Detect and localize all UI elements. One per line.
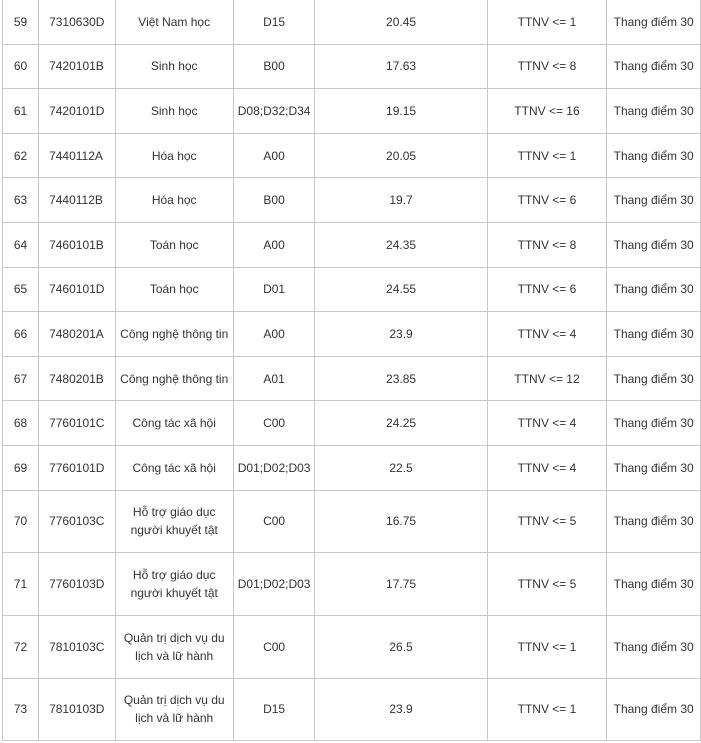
row-number-cell: 70 [3,490,39,552]
major-name-cell: Hỗ trợ giáo dục người khuyết tật [115,490,233,552]
major-name-cell: Quản trị dịch vụ du lịch và lữ hành [115,615,233,678]
major-name-cell: Việt Nam học [115,0,233,44]
condition-cell: TTNV <= 1 [487,615,607,678]
score-cell: 19.15 [315,89,487,134]
major-code-cell: 7810103D [39,678,116,740]
condition-cell: TTNV <= 1 [487,0,607,44]
condition-cell: TTNV <= 1 [487,678,607,740]
major-name-cell: Công tác xã hội [115,445,233,490]
major-name-cell: Hóa học [115,133,233,178]
score-cell: 20.05 [315,133,487,178]
condition-cell: TTNV <= 12 [487,356,607,401]
subject-combination-cell: A00 [233,133,315,178]
row-number-cell: 67 [3,356,39,401]
condition-cell: TTNV <= 5 [487,490,607,552]
row-number-cell: 59 [3,0,39,44]
score-cell: 23.9 [315,312,487,357]
row-number-cell: 65 [3,267,39,312]
score-cell: 24.25 [315,401,487,446]
scale-cell: Thang điểm 30 [607,133,701,178]
table-row [3,178,701,223]
row-number-cell: 69 [3,445,39,490]
row-number-cell: 71 [3,552,39,615]
scale-cell: Thang điểm 30 [607,178,701,223]
table-row [3,44,701,89]
scale-cell: Thang điểm 30 [607,445,701,490]
admission-score-table [2,0,701,741]
major-name-cell: Toán học [115,222,233,267]
subject-combination-cell: D15 [233,678,315,740]
scale-cell: Thang điểm 30 [607,490,701,552]
subject-combination-cell: B00 [233,178,315,223]
table-body [3,0,701,740]
major-name-cell: Hóa học [115,178,233,223]
major-name-cell: Công nghệ thông tin [115,356,233,401]
table-row [3,89,701,134]
scale-cell: Thang điểm 30 [607,0,701,44]
major-code-cell: 7460101D [39,267,116,312]
major-code-cell: 7420101D [39,89,116,134]
condition-cell: TTNV <= 8 [487,222,607,267]
row-number-cell: 66 [3,312,39,357]
subject-combination-cell: B00 [233,44,315,89]
table-row [3,615,701,678]
major-code-cell: 7810103C [39,615,116,678]
condition-cell: TTNV <= 4 [487,445,607,490]
major-code-cell: 7760101C [39,401,116,446]
table-row [3,267,701,312]
major-code-cell: 7760103C [39,490,116,552]
table-row [3,678,701,740]
scale-cell: Thang điểm 30 [607,615,701,678]
score-cell: 23.85 [315,356,487,401]
condition-cell: TTNV <= 4 [487,401,607,446]
table-row [3,445,701,490]
score-cell: 17.63 [315,44,487,89]
major-code-cell: 7440112B [39,178,116,223]
scale-cell: Thang điểm 30 [607,267,701,312]
scale-cell: Thang điểm 30 [607,552,701,615]
condition-cell: TTNV <= 5 [487,552,607,615]
condition-cell: TTNV <= 4 [487,312,607,357]
major-name-cell: Công tác xã hội [115,401,233,446]
condition-cell: TTNV <= 8 [487,44,607,89]
subject-combination-cell: D01;D02;D03 [233,552,315,615]
row-number-cell: 63 [3,178,39,223]
table-row [3,401,701,446]
table-row [3,356,701,401]
major-name-cell: Hỗ trợ giáo dục người khuyết tật [115,552,233,615]
row-number-cell: 64 [3,222,39,267]
condition-cell: TTNV <= 1 [487,133,607,178]
major-code-cell: 7440112A [39,133,116,178]
major-code-cell: 7480201B [39,356,116,401]
condition-cell: TTNV <= 6 [487,178,607,223]
major-code-cell: 7460101B [39,222,116,267]
subject-combination-cell: C00 [233,490,315,552]
scale-cell: Thang điểm 30 [607,44,701,89]
table-row [3,133,701,178]
condition-cell: TTNV <= 6 [487,267,607,312]
subject-combination-cell: A00 [233,222,315,267]
subject-combination-cell: C00 [233,615,315,678]
subject-combination-cell: A00 [233,312,315,357]
score-cell: 24.55 [315,267,487,312]
table-row [3,552,701,615]
major-code-cell: 7420101B [39,44,116,89]
score-cell: 17.75 [315,552,487,615]
table-row [3,222,701,267]
major-name-cell: Sinh học [115,44,233,89]
table-row [3,0,701,44]
subject-combination-cell: D08;D32;D34 [233,89,315,134]
scale-cell: Thang điểm 30 [607,401,701,446]
table-row [3,490,701,552]
score-cell: 24.35 [315,222,487,267]
subject-combination-cell: C00 [233,401,315,446]
scale-cell: Thang điểm 30 [607,222,701,267]
major-code-cell: 7480201A [39,312,116,357]
subject-combination-cell: A01 [233,356,315,401]
table-row [3,312,701,357]
score-cell: 22.5 [315,445,487,490]
subject-combination-cell: D15 [233,0,315,44]
row-number-cell: 73 [3,678,39,740]
score-cell: 26.5 [315,615,487,678]
scale-cell: Thang điểm 30 [607,678,701,740]
row-number-cell: 72 [3,615,39,678]
major-code-cell: 7310630D [39,0,116,44]
subject-combination-cell: D01 [233,267,315,312]
condition-cell: TTNV <= 16 [487,89,607,134]
major-code-cell: 7760103D [39,552,116,615]
row-number-cell: 62 [3,133,39,178]
subject-combination-cell: D01;D02;D03 [233,445,315,490]
major-name-cell: Toán học [115,267,233,312]
row-number-cell: 68 [3,401,39,446]
score-cell: 23.9 [315,678,487,740]
scale-cell: Thang điểm 30 [607,356,701,401]
score-cell: 16.75 [315,490,487,552]
row-number-cell: 61 [3,89,39,134]
major-name-cell: Công nghệ thông tin [115,312,233,357]
major-name-cell: Sinh học [115,89,233,134]
row-number-cell: 60 [3,44,39,89]
major-name-cell: Quản trị dịch vụ du lịch và lữ hành [115,678,233,740]
scale-cell: Thang điểm 30 [607,312,701,357]
scale-cell: Thang điểm 30 [607,89,701,134]
score-cell: 20.45 [315,0,487,44]
score-cell: 19.7 [315,178,487,223]
major-code-cell: 7760101D [39,445,116,490]
